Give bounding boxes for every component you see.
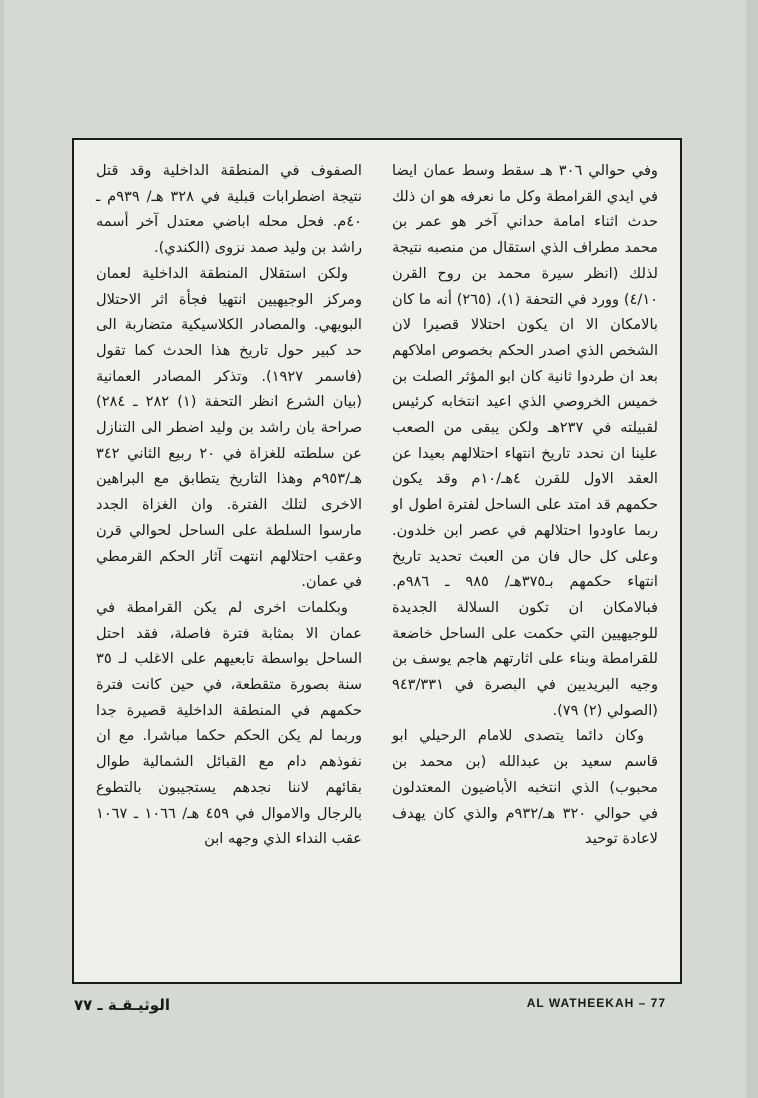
paragraph: وكان دائما يتصدى للامام الرحيلي ابو قاسم سعيد بن عبدالله (بن محمد بن محبوب) الذي انتخبه الأباضيون المعتدلون في حوالي ٣٢٠ هـ/٩٣٢م والذي كان يهدف لاعادة توحيد [392,727,658,848]
paragraph: الصفوف في المنطقة الداخلية وقد قتل نتيجة اضطرابات قبلية في ٣٢٨ هـ/ ٩٣٩م ـ ٤٠م. فحل محله اباضي معتدل آخر أسمه راشد بن وليد صمد نزوى (الكندي). [96,162,362,257]
page [4,0,746,1098]
paragraph: وبكلمات اخرى لم يكن القرامطة في عمان الا بمثابة فترة فاصلة، فقد احتل الساحل بواسطة تابعيهم على الاغلب لـ ٣٥ سنة بصورة متقطعة، في حين كانت فترة حكمهم في المنطقة الداخلية قصيرة جدا وربما لم يكن الحكم حكما مباشرا. مع ان نفوذهم دام مع القبائل الشمالية طوال بقائهم لاننا نجدهم يستجيبون بالتطوع بالرجال والاموال في ٤٥٩ هـ/ ١٠٦٦ ـ ١٠٦٧ عقب النداء الذي وجهه ابن [96,598,363,848]
footer-english: AL WATHEEKAH – 77 [526,996,666,1010]
text-frame [72,138,682,984]
paragraph: وفي حوالي ٣٠٦ هـ سقط وسط عمان ايضا في ايدي القرامطة وكل ما نعرفه هو ان ذلك حدث اثناء امامة حداني آخر هو عمر بن محمد مطراف الذي استقال من منصبه نتيجة لذلك (انظر سيرة محمد بن روح القرن ٤/١٠) وورد في التحفة (١)، (٢٦٥) أنه ما كان بالامكان الا ان يكون احتلالا قصيرا لان الشخص الذي اصدر الحكم بخصوص املاكهم بعد ان طردوا ثانية كان ابو المؤثر الصلت بن خميس الخروصي الذي اعيد انتخابه كرئيس لقبيلته في ٢٣٧هـ ولكن يبقى من الصعب علينا ان نحدد تاريخ انتهاء احتلالهم بعيدا عن العقد الاول للقرن ٤هـ/١٠م وقد يكون حكمهم قد امتد على الساحل لفترة اطول او ربما عاودوا احتلالهم في عصر ابن خلدون. وعلى كل حال فان من العبث تحديد تاريخ انتهاء حكمهم بـ٣٧٥هـ/ ٩٨٥ ـ ٩٨٦م. فبالامكان ان تكون السلالة الجديدة للوجيهيين التي حكمت على الساحل خاضعة للقرامطة وبناء على اثارتهم هاجم يوسف بن وجيه البريديين في البصرة في ٩٤٣/٣٣١ (الصولي (٢) ٧٩). [392,162,658,719]
left-column [96,158,362,852]
right-column [392,158,658,852]
paragraph: ولكن استقلال المنطقة الداخلية لعمان ومركز الوجيهيين انتهيا فجأة اثر الاحتلال البويهي. والمصادر الكلاسيكية متضاربة الى حد كبير حول تاريخ هذا الحدث كما تقول (فاسمر ١٩٢٧). وتذكر المصادر العمانية (بيان الشرع انظر التحفة (١) ٢٨٢ ـ ٢٨٤) صراحة بان راشد بن وليد اضطر الى التنازل عن سلطته للغزاة في ٢٠ ربيع الثاني ٣٤٢ هـ/٩٥٣م وهذا التاريخ يتطابق مع البراهين الاخرى لتلك الفترة. وان الغزاة الجدد مارسوا السلطة على الساحل لحوالي قرن وعقب احتلالهم انتهت آثار الحكم القرمطي في عمان. [96,264,363,591]
footer-arabic: الوثيـقـة ـ ٧٧ [74,996,170,1014]
